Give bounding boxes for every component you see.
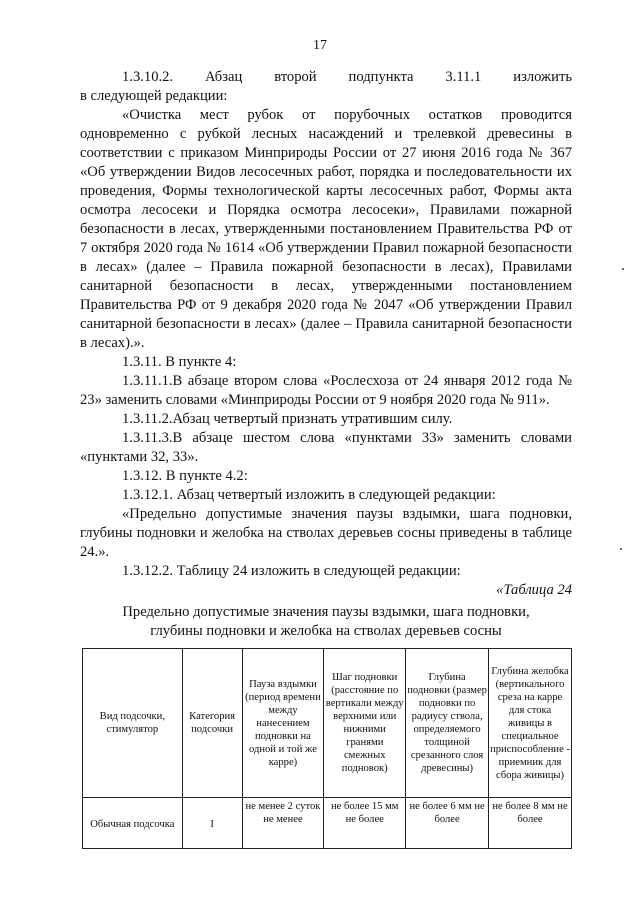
cell-depth-text: не более 6 мм не более — [409, 801, 485, 825]
cell-groove-text: не более 8 мм не более — [492, 801, 568, 825]
paragraph-1-3-11-1: 1.3.11.1.В абзаце втором слова «Рослесхоза от 24 января 2012 года № 23» заменить словами «Минприроды России от 9 ноября 2020 года № 911». — [80, 373, 572, 408]
cell-tapping-type-text: Обычная подсочка — [90, 818, 175, 830]
cell-pause-text: не менее 2 суток не менее — [245, 801, 321, 825]
scan-dot — [620, 548, 622, 550]
paragraph-1-3-12-2: 1.3.12.2. Таблицу 24 изложить в следующей редакции: — [122, 563, 461, 579]
cell-step — [324, 798, 406, 849]
cell-category-text: I — [210, 818, 214, 830]
table-header-row — [83, 649, 572, 798]
header-step: Шаг подновки (расстояние по вертикали между верхними или нижними гранями смежных подновок) — [324, 649, 406, 798]
limits-table — [82, 648, 572, 849]
table-title — [80, 603, 572, 641]
table-label: «Таблица 24 — [496, 582, 572, 598]
page-number: 17 — [313, 38, 327, 53]
cell-groove — [489, 798, 572, 849]
paragraph-1-3-10-2: 1.3.10.2. Абзац второй подпункта 3.11.1 изложить — [122, 69, 572, 85]
paragraph-1-3-12-1: 1.3.12.1. Абзац четвертый изложить в следующей редакции: — [122, 487, 496, 503]
header-depth: Глубина подновки (размер подновки по радиусу ствола, определяемого толщиной срезанного слоя древесины) — [406, 649, 489, 798]
header-category: Категория подсочки — [182, 649, 242, 798]
header-groove: Глубина желобка (вертикального среза на карре для стока живицы в специальное приспособление - приемник для сбора живицы) — [489, 649, 572, 798]
table-title-line-1: Предельно допустимые значения паузы вздымки, шага подновки, — [122, 604, 530, 620]
paragraph-1-3-12: 1.3.12. В пункте 4.2: — [122, 468, 248, 484]
cell-pause — [242, 798, 324, 849]
header-pause: Пауза вздымки (период времени между нанесением подновки на одной и той же карре) — [242, 649, 324, 798]
paragraph-1-3-11: 1.3.11. В пункте 4: — [122, 354, 237, 370]
scan-dot — [622, 268, 624, 270]
table-title-line-2: глубины подновки и желобка на стволах деревьев сосны — [150, 623, 502, 639]
cell-tapping-type — [83, 798, 183, 849]
paragraph-1-3-11-2: 1.3.11.2.Абзац четвертый признать утратившим силу. — [122, 411, 453, 427]
header-tapping-type: Вид подсочки, стимулятор — [83, 649, 183, 798]
document-body — [80, 68, 572, 641]
paragraph-1-3-11-3: 1.3.11.3.В абзаце шестом слова «пунктами 33» заменить словами «пунктами 32, 33». — [80, 430, 572, 465]
paragraph-quote-clearing: «Очистка мест рубок от порубочных остатков проводится одновременно с рубкой лесных насаждений и трелевкой древесины в соответствии с приказом Минприроды России от 27 июня 2016 года № 367 «Об утверждении Видов лесосечных работ, порядка и последовательности их проведения, Формы технологической карты лесосечных работ, Формы акта осмотра лесосеки и Порядка осмотра лесосеки», Правилами пожарной безопасности в лесах, утвержденными постановлением Правительства РФ от 7 октября 2020 года № 1614 «Об утверждении Правил пожарной безопасности в лесах» (далее – Правила пожарной безопасности в лесах), Правилами санитарной безопасности в лесах, утвержденными постановлением Правительства РФ от 9 декабря 2020 года № 2047 «Об утверждении Правил санитарной безопасности в лесах» (далее – Правила санитарной безопасности в лесах).». — [80, 107, 572, 351]
table-row — [83, 798, 572, 849]
cell-step-text: не более 15 мм не более — [330, 801, 399, 825]
cell-depth — [406, 798, 489, 849]
cell-category — [182, 798, 242, 849]
paragraph-quote-limits: «Предельно допустимые значения паузы вздымки, шага подновки, глубины подновки и желобка на стволах деревьев сосны приведены в таблице 24.». — [80, 506, 572, 560]
paragraph-edition-note: в следующей редакции: — [80, 88, 228, 104]
